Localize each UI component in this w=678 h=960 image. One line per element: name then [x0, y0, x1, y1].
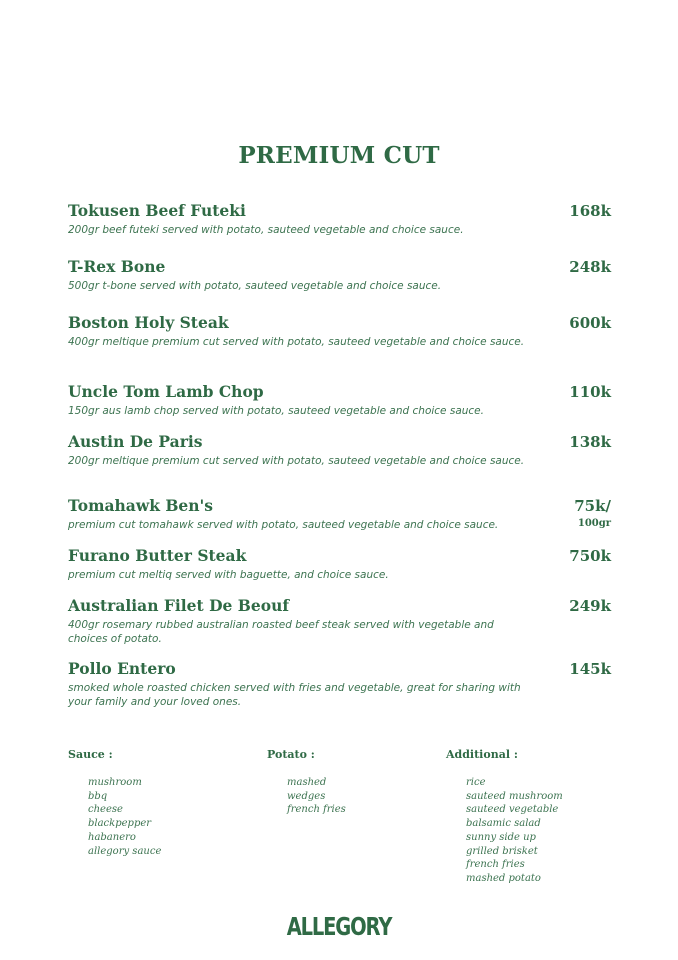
- list-item: wedges: [287, 790, 326, 802]
- item-name: Uncle Tom Lamb Chop: [68, 382, 264, 401]
- menu-item-tomahawk-bens: [68, 496, 613, 532]
- additional-heading: Additional :: [446, 748, 518, 761]
- item-description: 150gr aus lamb chop served with potato, sauteed vegetable and choice sauce.: [68, 405, 484, 417]
- sauce-heading: Sauce :: [68, 748, 113, 761]
- list-item: cheese: [88, 804, 123, 816]
- item-name: Tomahawk Ben's: [68, 496, 214, 515]
- list-item: sauteed vegetable: [466, 804, 559, 816]
- menu-item-pollo-entero: [68, 659, 613, 709]
- additional-list: [466, 776, 563, 886]
- item-name: Pollo Entero: [68, 659, 176, 678]
- list-item: bbq: [88, 790, 108, 802]
- item-price: 110k: [569, 383, 611, 401]
- list-item: rice: [466, 777, 486, 788]
- menu-item-t-rex-bone: [68, 257, 613, 293]
- list-item: mushroom: [88, 777, 142, 788]
- item-price: 750k: [569, 547, 611, 565]
- item-description: smoked whole roasted chicken served with fries and vegetable, great for sharing with your family and your loved ones.: [68, 682, 521, 708]
- list-item: mashed: [287, 777, 327, 788]
- potato-heading: Potato :: [267, 748, 315, 761]
- sauce-options: [68, 748, 161, 858]
- menu-item-tokusen-beef-futeki: [68, 201, 613, 237]
- item-description: 200gr beef futeki served with potato, sauteed vegetable and choice sauce.: [68, 224, 464, 236]
- item-description: 200gr meltique premium cut served with potato, sauteed vegetable and choice sauce.: [68, 455, 525, 467]
- list-item: sauteed mushroom: [466, 790, 563, 802]
- item-name: Boston Holy Steak: [68, 313, 229, 332]
- menu-item-boston-holy-steak: [68, 313, 613, 349]
- list-item: sunny side up: [466, 831, 536, 843]
- item-description: 500gr t-bone served with potato, sauteed vegetable and choice sauce.: [68, 280, 442, 292]
- item-price-unit: 100gr: [577, 518, 611, 529]
- list-item: french fries: [287, 804, 346, 816]
- potato-list: [287, 776, 346, 817]
- menu-item-uncle-tom-lamb-chop: [68, 382, 613, 418]
- item-price: 248k: [569, 258, 611, 276]
- list-item: blackpepper: [88, 818, 152, 830]
- item-price: 145k: [569, 660, 611, 678]
- list-item: allegory sauce: [88, 845, 162, 857]
- item-price: 600k: [569, 314, 611, 332]
- potato-options: [267, 748, 346, 817]
- item-price: 168k: [569, 202, 611, 220]
- menu-item-furano-butter-steak: [68, 546, 613, 582]
- menu-item-australian-filet-de-beouf: [68, 596, 613, 646]
- item-price: 138k: [569, 433, 611, 451]
- menu-title: PREMIUM CUT: [238, 142, 440, 169]
- item-description: 400gr meltique premium cut served with potato, sauteed vegetable and choice sauce.: [68, 336, 525, 348]
- item-description: premium cut tomahawk served with potato, sauteed vegetable and choice sauce.: [68, 519, 499, 531]
- additional-options: [446, 748, 563, 886]
- brand-logo: ALLEGORY: [286, 912, 392, 941]
- item-description: premium cut meltiq served with baguette, and choice sauce.: [68, 569, 389, 581]
- item-name: Austin De Paris: [68, 432, 203, 451]
- list-item: balsamic salad: [466, 818, 541, 830]
- list-item: habanero: [88, 831, 136, 843]
- item-price: 75k/: [574, 497, 611, 515]
- list-item: grilled brisket: [466, 845, 538, 857]
- list-item: mashed potato: [466, 872, 541, 884]
- item-name: Furano Butter Steak: [68, 546, 247, 565]
- item-price-block: [574, 496, 611, 530]
- item-name: Tokusen Beef Futeki: [68, 201, 246, 220]
- item-description: 400gr rosemary rubbed australian roasted beef steak served with vegetable and choices of potato.: [68, 619, 494, 645]
- list-item: french fries: [466, 859, 525, 871]
- sauce-list: [88, 776, 161, 858]
- menu-item-austin-de-paris: [68, 432, 613, 468]
- item-price: 249k: [569, 597, 611, 615]
- item-name: T-Rex Bone: [68, 257, 166, 276]
- item-name: Australian Filet De Beouf: [68, 596, 290, 615]
